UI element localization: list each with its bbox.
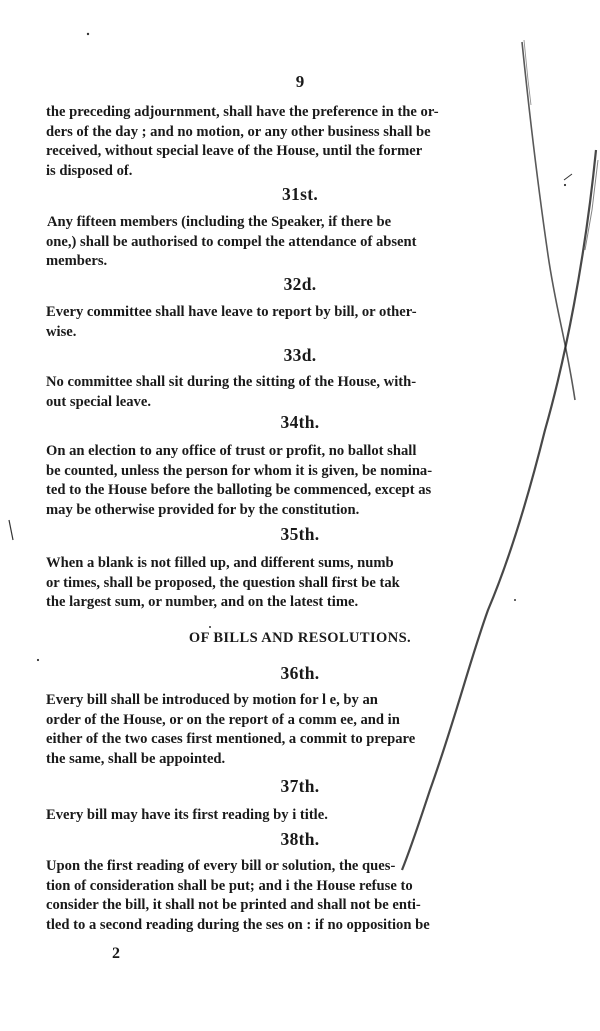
paragraph-continuation [46,103,512,181]
rule-32-text [46,303,512,342]
rule-33-text [46,373,512,412]
text-line: When a blank is not filled up, and different sums, numb [46,555,394,571]
rule-heading-31: 31st. [281,184,318,204]
section-title: OF BILLS AND RESOLUTIONS. [188,630,412,646]
text-line: Every committee shall have leave to report by bill, or other- [46,304,417,320]
rule-heading-35: 35th. [280,524,320,544]
rule-heading-38: 38th. [280,829,320,849]
text-line: the largest sum, or number, and on the latest time. [46,594,359,611]
rule-heading-37: 37th. [280,776,320,796]
rule-heading-32: 32d. [283,274,317,294]
rule-38-text [46,857,512,935]
text-line: ders of the day ; and no motion, or any other business shall be [46,123,431,140]
text-line: one,) shall be authorised to compel the attendance of absent [46,233,417,250]
text-line: wise. [46,323,77,340]
text-line: Every bill shall be introduced by motion for l e, by an [46,692,378,708]
text-line: tled to a second reading during the ses on : if no opposition be [46,916,430,933]
text-line: Every bill may have its first reading by i title. [46,807,328,823]
text-line: On an election to any office of trust or profit, no ballot shall [46,443,417,459]
rule-heading-34: 34th. [280,412,320,432]
rule-36-text [46,691,512,769]
text-line: Upon the first reading of every bill or solution, the ques- [46,858,396,874]
text-line: the preceding adjournment, shall have the preference in the or- [46,104,439,120]
text-line: Any fifteen members (including the Speaker, if there be [47,214,392,230]
rule-31-text [46,213,512,272]
rule-35-text [46,554,512,613]
text-line: may be otherwise provided for by the constitution. [46,501,360,518]
page-number: 9 [295,72,305,91]
text-line: ted to the House before the balloting be commenced, except as [46,482,432,499]
text-line: tion of consideration shall be put; and i the House refuse to [46,877,413,894]
rule-heading-36: 36th. [280,663,320,683]
signature-mark: 2 [112,945,120,962]
text-line: be counted, unless the person for whom it is given, be nomina- [46,462,433,479]
text-line: out special leave. [46,393,151,410]
rule-34-text [46,442,512,520]
text-line: No committee shall sit during the sitting of the House, with- [46,374,417,390]
text-line: received, without special leave of the House, until the former [46,143,423,160]
text-line: or times, shall be proposed, the question shall first be tak [46,574,400,591]
text-line: the same, shall be appointed. [46,750,226,767]
rule-37-text [46,806,512,826]
text-line: is disposed of. [46,162,133,179]
text-line: members. [46,253,108,270]
rule-heading-33: 33d. [283,345,317,365]
text-line: order of the House, or on the report of a comm ee, and in [46,711,400,728]
text-line: either of the two cases first mentioned, a commit to prepare [46,731,416,748]
text-line: consider the bill, it shall not be printed and shall not be enti- [46,897,421,914]
